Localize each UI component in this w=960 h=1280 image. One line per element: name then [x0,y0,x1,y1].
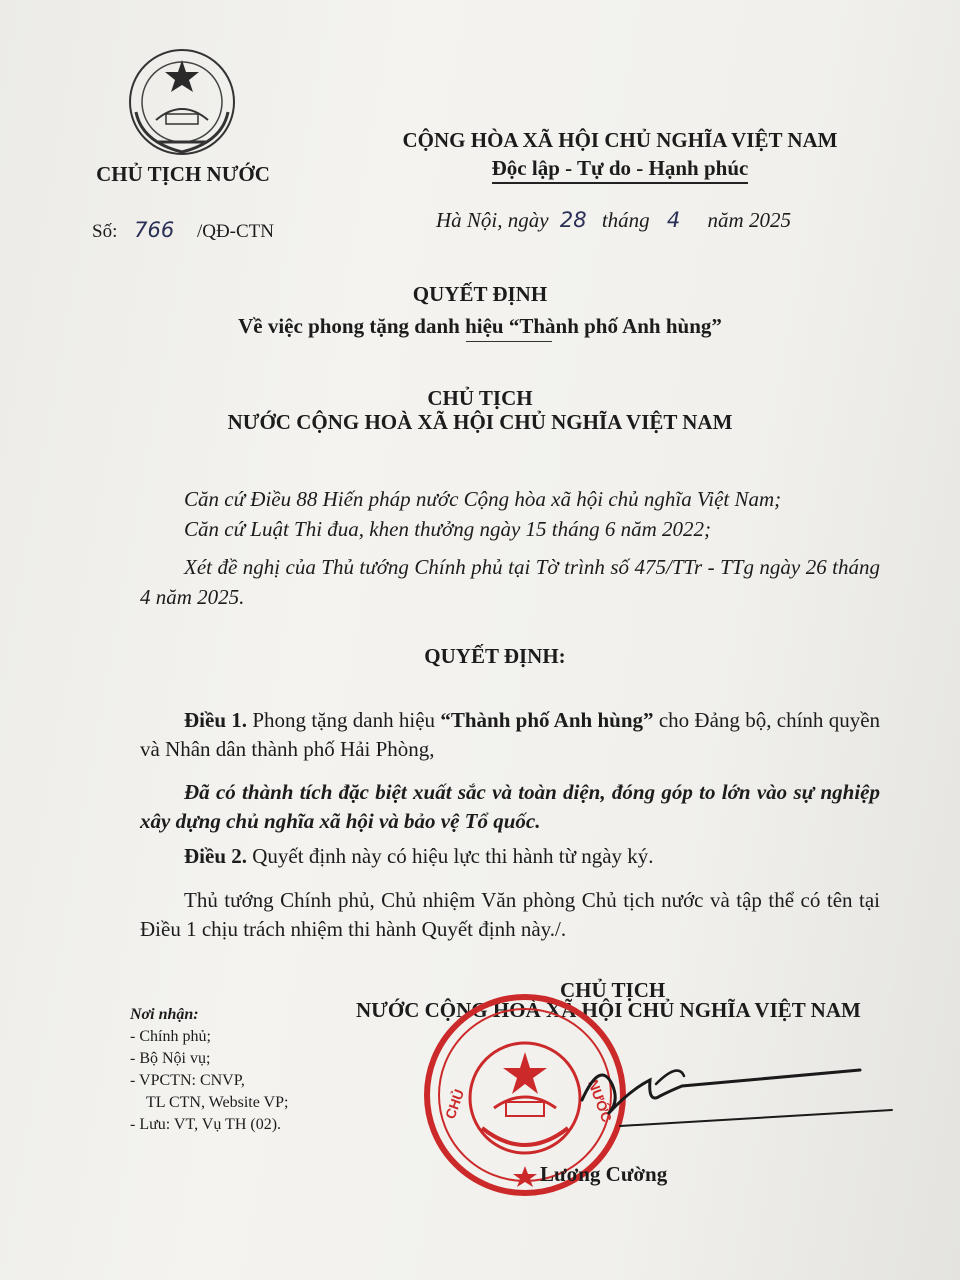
recipient-item: - Chính phủ; [130,1028,211,1045]
signature-nation: NƯỚC CỘNG HOÀ XÃ HỘI CHỦ NGHĨA VIỆT NAM [356,998,861,1022]
signer-name: Lương Cường [540,1162,668,1186]
article-2 [140,842,880,871]
document-subject: Về việc phong tặng danh hiệu “Thành phố Anh hùng” [238,314,722,338]
article-1-label: Điều 1. [184,708,248,732]
article-1-pre: Phong tặng danh hiệu [252,708,436,732]
number-prefix: Số: [92,221,118,242]
authority-nation: NƯỚC CỘNG HOÀ XÃ HỘI CHỦ NGHĨA VIỆT NAM [227,410,733,434]
date-place: Hà Nội, ngày [436,208,549,232]
svg-text:NƯỚC: NƯỚC [585,1077,616,1125]
date-month: 4 [666,208,681,232]
subject-underline [466,341,552,342]
legal-basis-3: Xét đề nghị của Thủ tướng Chính phủ tại Tờ trình số 475/TTr - TTg ngày 26 tháng 4 năm 2025. [140,555,880,609]
responsibility-clause: Thủ tướng Chính phủ, Chủ nhiệm Văn phòng Chủ tịch nước và tập thể có tên tại Điều 1 chịu trách nhiệm thi hành Quyết định này./. [140,888,880,941]
recipient-item: - VPCTN: CNVP, [130,1072,245,1089]
number-handwritten: 766 [134,218,175,242]
article-1-title: “Thành phố Anh hùng” [440,708,654,732]
legal-basis-1: Căn cứ Điều 88 Hiến pháp nước Cộng hòa xã hội chủ nghĩa Việt Nam; [184,487,782,511]
document-number [92,218,274,243]
national-emblem-icon [122,42,242,162]
nation-name: CỘNG HÒA XÃ HỘI CHỦ NGHĨA VIỆT NAM [402,128,838,152]
date-month-label: tháng [601,208,650,232]
motto-text: Độc lập - Tự do - Hạnh phúc [492,156,749,184]
recipient-item: - Lưu: VT, Vụ TH (02). [130,1116,282,1133]
article-1 [140,706,880,764]
recipient-item: - Bộ Nội vụ; [130,1050,211,1067]
article-1-post: cho Đảng bộ, chính quyền và Nhân dân thành phố Hải Phòng, [140,708,881,761]
number-suffix: /QĐ-CTN [196,221,275,242]
recipient-item: TL CTN, Website VP; [146,1094,289,1111]
article-2-text: Quyết định này có hiệu lực thi hành từ ngày ký. [252,844,654,868]
date-year: năm 2025 [707,208,791,232]
article-2-label: Điều 2. [184,844,247,868]
authority-title: CHỦ TỊCH [427,386,533,410]
date-day: 28 [559,208,587,232]
svg-text:CHỦ: CHỦ [441,1087,468,1122]
legal-basis-2: Căn cứ Luật Thi đua, khen thưởng ngày 15 tháng 6 năm 2022; [184,517,712,541]
article-1-merit: Đã có thành tích đặc biệt xuất sắc và toàn diện, đóng góp to lớn vào sự nghiệp xây dựng chủ nghĩa xã hội và bảo vệ Tổ quốc. [140,780,880,833]
issuer-name: CHỦ TỊCH NƯỚC [96,162,270,186]
recipients-label: Nơi nhận: [130,1006,199,1023]
national-motto [380,156,860,181]
signature-title: CHỦ TỊCH [560,978,666,1002]
date-line [436,208,791,233]
handwritten-signature-icon [560,1040,900,1150]
document-title: QUYẾT ĐỊNH [412,282,548,306]
decision-heading: QUYẾT ĐỊNH: [424,644,566,668]
